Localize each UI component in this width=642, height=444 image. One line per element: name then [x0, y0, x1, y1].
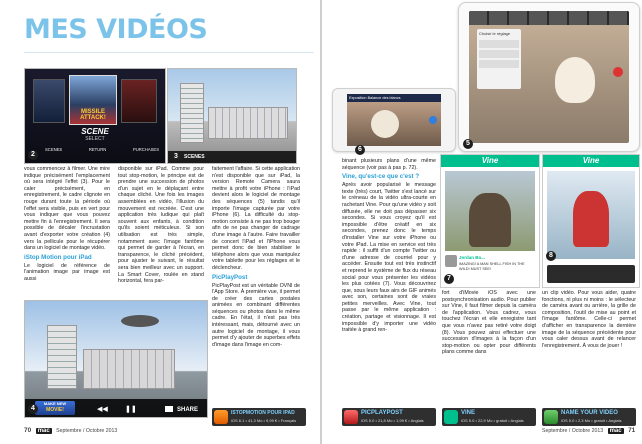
paragraph: un clip vidéo. Pour vous aider, quatre fonctions, ni plus ni moins : le sélecteur de caméra avant ou arrière, la grille de composition, l'outil de mise au point et l'image fantôme. Celle-ci permet d'afficher en transparence la dernière image de la séquence précédente pour vous caler dessus avant de relancer l'enregistrement. À vous de jouer ! — [542, 290, 636, 349]
share-icon[interactable] — [165, 406, 173, 412]
app-details: iOS 5.0 • 2,3 Mo • gratuit • Anglais — [561, 418, 622, 423]
app-info-box — [542, 408, 636, 426]
app-icon — [344, 410, 358, 424]
timeline-strip — [469, 11, 629, 25]
paragraph: disponible sur iPad. Comme pour tout stop-motion, le principe est de prendre une succession de photos d'un sujet en le déplaçant entre chaque cliché. Une fois les images assemblées en vidéo, l'illusion du mouvement est recréée. C'est une application très ludique qui plaît souvent aux enfants, à condition qu'ils soient méticuleux. Si son utilisation est très simple, notamment avec l'image fantôme qui permet de garder à l'écran, en transparence, le cliché précédent, pour ajuster le suivant, le résultat sera bien meilleur avec un support. La Smart Cover, roulée en stand horizontal, fera par- — [118, 166, 204, 285]
app-icon — [444, 410, 458, 424]
page-footer — [24, 427, 117, 434]
subhead-vine: Vine, qu'est-ce que c'est ? — [342, 173, 420, 181]
left-page — [0, 0, 320, 444]
purchases-button[interactable]: PURCHASES — [132, 147, 159, 152]
paragraph: Le logiciel de référence de l'animation image par image est aussi — [24, 262, 110, 282]
right-page — [322, 0, 642, 444]
poster-left — [33, 79, 65, 123]
figure-badge-2: 2 — [28, 150, 38, 160]
paragraph: binant plusieurs plans d'une même séquence (voir pas à pas p. 72). — [342, 158, 436, 171]
building-a — [180, 83, 204, 143]
building-b — [208, 107, 288, 139]
vine-header — [543, 155, 639, 167]
app-icon — [544, 410, 558, 424]
avatar[interactable] — [445, 255, 457, 267]
screenshot-ipad-stopmotion — [469, 11, 629, 143]
app-icon — [214, 410, 228, 424]
app-info-box — [442, 408, 536, 426]
scene-nav — [45, 147, 159, 159]
poster-center — [69, 75, 117, 125]
scenes-button[interactable]: SCENES — [45, 147, 63, 152]
person-figure — [469, 193, 511, 247]
record-icon[interactable] — [429, 116, 437, 124]
paragraph: PicPlayPost est un véritable OVNI de l'App Store. À première vue, il permet de créer des cartes postales animées en combinant différentes séquences ou photos dans le même cadre. En l'état, il n'est pas très intéressant, mais, détourné avec un autre logiciel de montage, il vous permet d'y ajouter de superbes effets d'image dans l'image en com- — [212, 282, 300, 348]
paragraph: fort d'iMovie iOS avec une postsynchronisation audio. Pour publier sur Vine, il faut filmer depuis la caméra de l'application. Vous cadrez, vous touchez l'écran et elle enregistre tant que vous n'avez pas retiré votre doigt (8). Vous pouvez ainsi effectuer une succession d'images à la façon d'un stop-motion ou opter pour différents plans comme dans — [442, 290, 536, 356]
spaceship — [121, 315, 159, 327]
camera-subject — [371, 110, 399, 138]
magazine-logo: mac — [37, 428, 50, 434]
option-row[interactable] — [479, 50, 519, 58]
screenshot-scene-select — [24, 68, 166, 164]
paragraph: Après avoir popularisé le message texte (très) court, Twitter s'est lancé sur le créneau de la vidéo ultra-courte en rachetant Vine. Pour qu'une vidéo y soit diffusée, elle ne doit pas dépasser six secondes. Si vous croyez qu'il est impossible d'être créatif en six secondes, prenez donc le temps d'installer Vine sur votre iPhone ou votre iPad. La mise en service est très rapide : il suffit d'un compte Twitter ou d'une adresse de courriel pour y accéder. Ensuite tout est très instinctif et reprend le système de flux du réseau social pour vous présenter les vidéos les plus cotées (7). Vous découvrirez que, sous leurs faux airs de GIF animés avec son, certaines sont de vraies petites merveilles. Avec Vine, tout passe par le même application : création, partage et visionnage. Il est impossible d'y importer une vidéo traitée à grand ren- — [342, 182, 436, 334]
vine-title: Vine — [481, 156, 499, 165]
screenshot-missile-movie — [24, 300, 208, 418]
vine-user[interactable]: Jordan Bo... — [459, 255, 486, 260]
left-column-3 — [212, 166, 300, 350]
vine-header — [441, 155, 539, 167]
make-movie-badge[interactable] — [35, 401, 75, 415]
paragraph: vous commencez à filmer. Une mire indique précisément l'emplacement où sera intégré l'effet (3). Pour le caler précisément, en enregistrement, le cadre clignote en rouge durant toute la période où l'effet sera visible, puis en vert pour vous indiquer que vous pouvez mettre fin à l'enregistrement. Il sera possible de décaler l'incrustation avant d'exporter votre création (4) vers la pellicule pour le récupérer dans un logiciel de montage vidéo. — [24, 166, 110, 252]
option-row[interactable] — [479, 60, 519, 68]
left-column-2 — [118, 166, 204, 287]
app-info-box — [342, 408, 436, 426]
app-name: NAME YOUR VIDEO — [561, 410, 618, 416]
app-details: iOS 5.0 • 21,8 Mo • 1,99 € • Anglais — [361, 418, 424, 423]
page-number: 71 — [628, 427, 636, 434]
movie-label: MOVIE! — [46, 407, 64, 413]
issue-date: Septembre / Octobre 2013 — [542, 428, 604, 434]
app-details: iOS 5.0 • 22,9 Mo • gratuit • Anglais — [461, 418, 524, 423]
paragraph: faitement l'affaire. Si cette application n'est disponible que sur iPad, la version Remote Camera saura mettre à profit votre iPhone : l'iPad devient alors le logiciel de montage des séquences (5) tandis qu'il importe l'image capturée par votre iPhone (6). La difficulté du stop-motion consiste à ne pas trop bouger afin de ne pas changer de cadrage d'une image à l'autre. Faire travailler de concert l'iPad et l'iPhone vous permet donc de bien stabiliser le téléphone alors que vous manipulez votre tablette pour les réglages et le déclencheur. — [212, 166, 300, 271]
camera-toolbar: Exposition Balance des blancs — [347, 94, 441, 102]
left-column-1 — [24, 166, 110, 285]
title-divider — [24, 52, 314, 53]
subhead-picplaypost: PicPlayPost — [212, 273, 248, 281]
screenshot-iphone-camera — [347, 94, 441, 146]
figure-badge-5: 5 — [463, 139, 473, 149]
camera-controls[interactable] — [547, 265, 635, 283]
figure-badge-8: 8 — [546, 251, 556, 261]
app-details: iOS 6.1 • 41,3 Mo • 9,99 € • Français — [231, 418, 297, 423]
scene-label: SCENE — [81, 127, 109, 136]
pause-icon[interactable]: ❚❚ — [125, 406, 137, 413]
figure-badge-4: 4 — [28, 404, 38, 414]
subhead-istop-motion: iStop Motion pour iPad — [24, 253, 92, 261]
section-title: MES VIDÉOS — [24, 14, 208, 45]
page-footer — [542, 427, 635, 434]
record-view[interactable] — [547, 171, 635, 259]
screenshot-scene-camera — [167, 68, 297, 164]
subject-figure — [555, 57, 595, 103]
magazine-logo: mac — [609, 428, 622, 434]
ipad-device — [458, 2, 640, 152]
share-label[interactable]: SHARE — [177, 407, 199, 413]
right-column-1 — [342, 158, 436, 336]
app-name: VINE — [461, 410, 476, 416]
make-new-label: MAKE NEW — [43, 401, 67, 406]
shutter-icon[interactable] — [613, 67, 623, 77]
app-name: ISTOPMOTION POUR IPAD — [231, 410, 295, 416]
return-button[interactable]: RETURN — [88, 147, 107, 152]
settings-panel — [477, 29, 521, 89]
screenshot-vine-feed — [440, 154, 540, 288]
screenshot-vine-record — [542, 154, 640, 288]
iphone-device — [332, 88, 456, 152]
page-number: 70 — [24, 427, 32, 434]
rewind-icon[interactable]: ◀◀ — [97, 406, 108, 413]
figure-badge-3: 3 — [171, 152, 181, 162]
right-column-2 — [442, 290, 536, 358]
building-c — [47, 325, 77, 389]
figure-badge-7: 7 — [444, 274, 454, 284]
poster-row — [33, 75, 157, 123]
vine-video[interactable] — [445, 171, 535, 251]
poster-right — [121, 79, 157, 123]
select-label: SELECT — [85, 136, 105, 142]
app-info-box — [212, 408, 306, 426]
poster-title: MISSILE ATTACK! — [80, 109, 106, 121]
vine-tweet: IMAZING! A MAN SHELL FISH IN THE WILD! MUST SEE! — [459, 262, 525, 271]
option-row[interactable] — [479, 40, 519, 48]
figure-badge-6: 6 — [355, 145, 365, 155]
right-column-3 — [542, 290, 636, 351]
vine-title: Vine — [582, 156, 600, 165]
settings-caption: Choisir le réglage — [479, 31, 511, 36]
scenes-label: SCENES — [184, 154, 205, 160]
building-d — [83, 349, 175, 389]
issue-date: Septembre / Octobre 2013 — [56, 428, 118, 434]
person-figure — [573, 191, 609, 247]
app-name: PICPLAYPOST — [361, 410, 403, 416]
